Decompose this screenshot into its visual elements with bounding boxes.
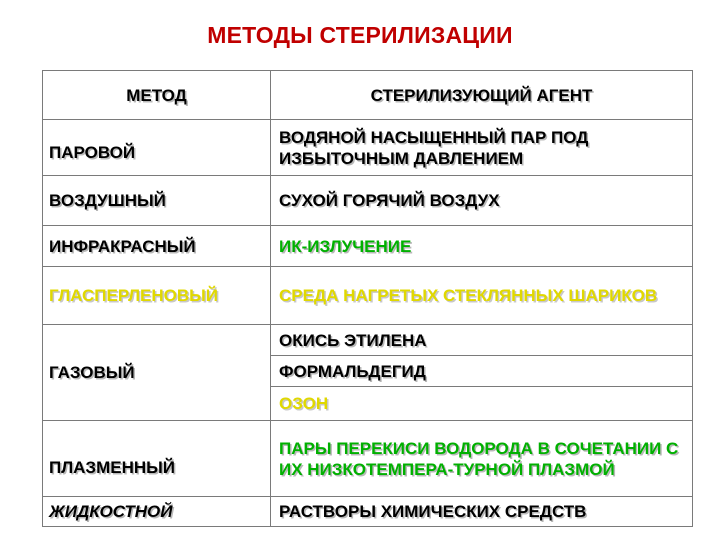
- table-row: [43, 325, 693, 356]
- agent-cell: ИК-ИЗЛУЧЕНИЕ: [271, 226, 693, 267]
- method-cell: ПЛАЗМЕННЫЙ: [43, 421, 271, 497]
- method-cell: ИНФРАКРАСНЫЙ: [43, 226, 271, 267]
- agent-cell: ВОДЯНОЙ НАСЫЩЕННЫЙ ПАР ПОД ИЗБЫТОЧНЫМ ДАВЛЕНИЕМ: [271, 120, 693, 176]
- agent-cell: ФОРМАЛЬДЕГИД: [271, 356, 693, 387]
- method-cell: ПАРОВОЙ: [43, 120, 271, 176]
- agent-cell: СУХОЙ ГОРЯЧИЙ ВОЗДУХ: [271, 176, 693, 226]
- agent-cell: СРЕДА НАГРЕТЫХ СТЕКЛЯННЫХ ШАРИКОВ: [271, 267, 693, 325]
- table-row: [43, 226, 693, 267]
- table-row: [43, 120, 693, 176]
- table-row: [43, 497, 693, 527]
- table-row: [43, 176, 693, 226]
- page-title: МЕТОДЫ СТЕРИЛИЗАЦИИ: [207, 22, 513, 48]
- header-method: МЕТОД: [43, 71, 271, 120]
- sterilization-methods-table: [42, 70, 693, 527]
- header-agent: СТЕРИЛИЗУЮЩИЙ АГЕНТ: [271, 71, 693, 120]
- table-row: [43, 267, 693, 325]
- method-cell: ВОЗДУШНЫЙ: [43, 176, 271, 226]
- agent-cell: ОЗОН: [271, 387, 693, 421]
- agent-cell: ПАРЫ ПЕРЕКИСИ ВОДОРОДА В СОЧЕТАНИИ С ИХ НИЗКОТЕМПЕРА-ТУРНОЙ ПЛАЗМОЙ: [271, 421, 693, 497]
- method-cell: ГЛАСПЕРЛЕНОВЫЙ: [43, 267, 271, 325]
- agent-cell: РАСТВОРЫ ХИМИЧЕСКИХ СРЕДСТВ: [271, 497, 693, 527]
- table-row: [43, 421, 693, 497]
- agent-cell: ОКИСЬ ЭТИЛЕНА: [271, 325, 693, 356]
- method-cell: ГАЗОВЫЙ: [43, 325, 271, 421]
- method-cell: ЖИДКОСТНОЙ: [43, 497, 271, 527]
- table-header-row: [43, 71, 693, 120]
